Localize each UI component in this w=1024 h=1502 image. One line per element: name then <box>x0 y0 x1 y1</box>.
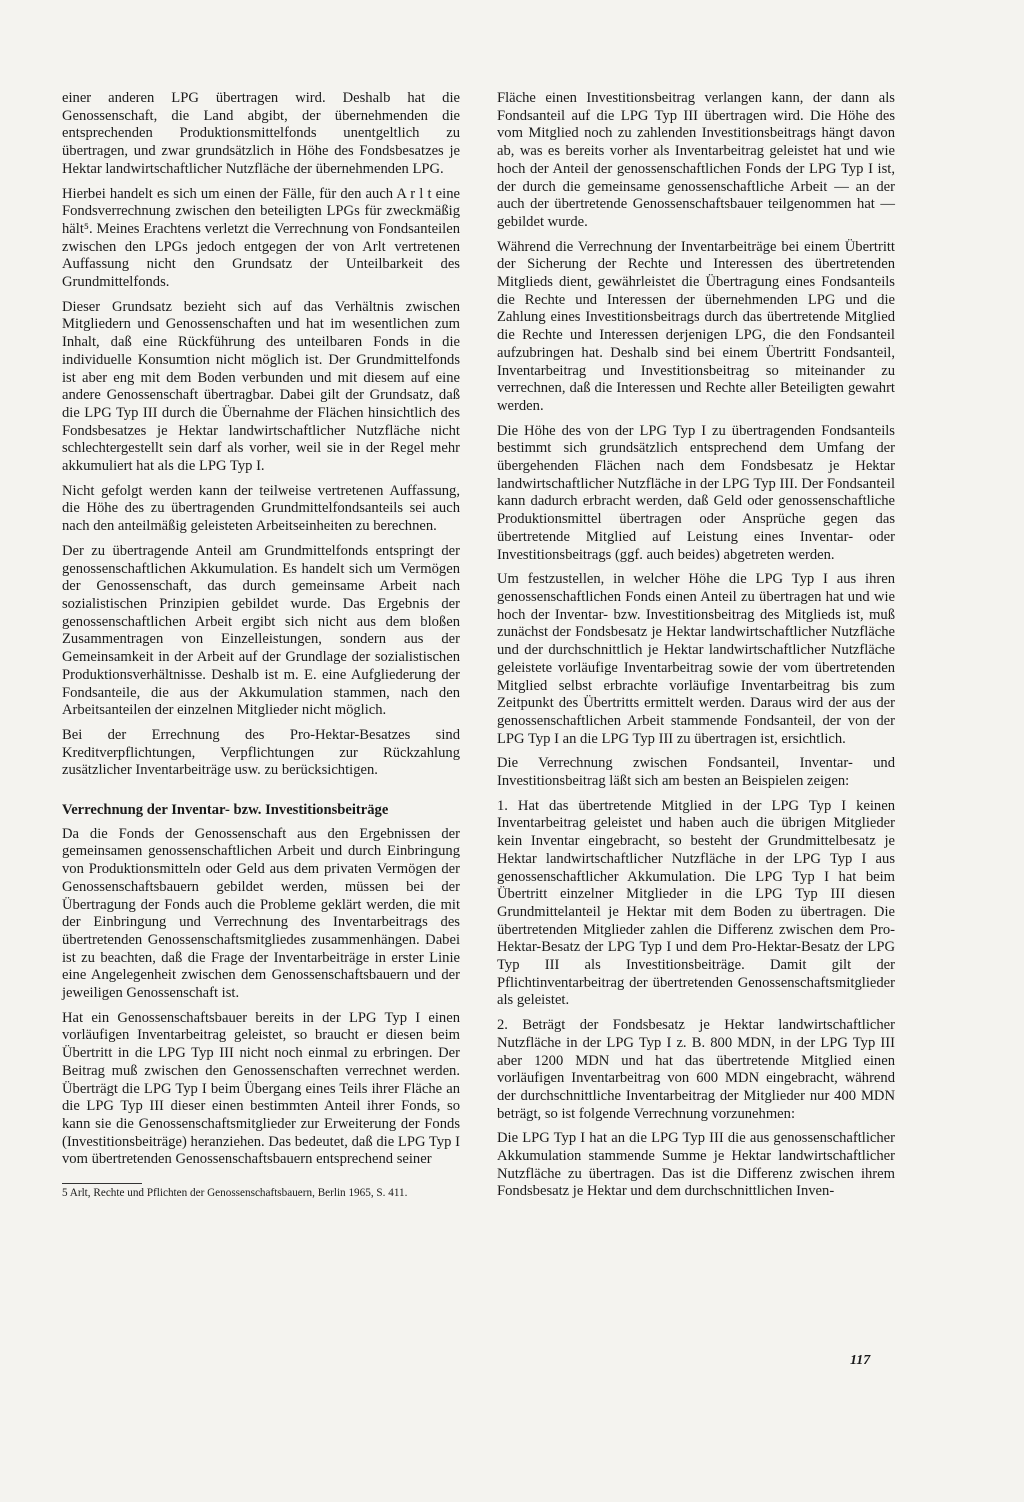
paragraph: einer anderen LPG übertragen wird. Deshalb hat die Genossenschaft, die Land abgibt, der übernehmenden die entsprechenden Produktionsmittelfonds unentgeltlich zu übertragen, und zwar grundsätzlich in Höhe des Fondsbesatzes je Hektar landwirtschaftlicher Nutzfläche der übernehmenden LPG. <box>62 90 460 177</box>
paragraph: Die Verrechnung zwischen Fondsanteil, Inventar- und Investitionsbeitrag läßt sich am besten an Beispielen zeigen: <box>497 755 895 790</box>
paragraph: Bei der Errechnung des Pro-Hektar-Besatzes sind Kreditverpflichtungen, Verpflichtungen zur Rückzahlung zusätzlicher Inventarbeiträge usw. zu berücksichtigen. <box>62 726 460 779</box>
paragraph: Während die Verrechnung der Inventarbeiträge bei einem Übertritt der Sicherung der Rechte und Interessen des übertretenden Mitglieds dient, gewährleistet die Übertragung eines Fondsanteils die Rechte und Interessen der übernehmenden LPG und die Zahlung eines Investitionsbeitrags durch das übertretende Mitglied die Rechte und Interessen derjenigen LPG, die den Fondsanteil aufzubringen hat. Deshalb sind bei einem Übertritt Fondsanteil, Inventarbeitrag und Investitionsbeitrag so miteinander zu verrechnen, daß die Interessen und Rechte aller Beteiligten gewahrt werden. <box>497 238 895 414</box>
paragraph: Die Höhe des von der LPG Typ I zu übertragenden Fondsanteils bestimmt sich grundsätzlich entsprechend dem Umfang der übergehenden Flächen nach dem Fondsbesatz je Hektar landwirtschaftlicher Nutzfläche in der LPG Typ III. Der Fondsanteil kann dadurch erbracht werden, daß Geld oder genossenschaftliche Produktionsmittel übertragen oder Ansprüche gegen das übertretende Mitglied auf Leistung eines Inventar- oder Investitionsbeitrags (ggf. auch beides) abgetreten werden. <box>497 422 895 563</box>
paragraph: 2. Beträgt der Fondsbesatz je Hektar landwirtschaftlicher Nutzfläche in der LPG Typ I z. B. 800 MDN, in der LPG Typ III aber 1200 MDN und hat das übertretende Mitglied einen vorläufigen Inventarbeitrag von 600 MDN eingebracht, während der durchschnittliche Inventarbeitrag der Mitglieder nur 400 MDN beträgt, so ist folgende Verrechnung vorzunehmen: <box>497 1017 895 1122</box>
paragraph: Nicht gefolgt werden kann der teilweise vertretenen Auffassung, die Höhe des zu übertragenden Grundmittelfondsanteils sei auch nach den anteilmäßig geleisteten Arbeitseinheiten zu berechnen. <box>62 482 460 535</box>
paragraph: Hierbei handelt es sich um einen der Fälle, für den auch A r l t eine Fondsverrechnung zwischen den beteiligten LPGs für zweckmäßig hält⁵. Meines Erachtens verletzt die Verrechnung von Fondsanteilen zwischen den LPGs jedoch entgegen der von Arlt vertretenen Auffassung nicht den Grundsatz der Unteilbarkeit des Grundmittelfonds. <box>62 185 460 291</box>
page-number: 117 <box>850 1353 871 1368</box>
paragraph: Hat ein Genossenschaftsbauer bereits in der LPG Typ I einen vorläufigen Inventarbeitrag geleistet, so braucht er diesen beim Übertritt in die LPG Typ III nicht noch einmal zu erbringen. Der Beitrag muß zwischen den Genossenschaften verrechnet werden. Überträgt die LPG Typ I beim Übergang eines Teils ihrer Fläche an die LPG Typ III dieser einen bestimmten Anteil ihrer Fonds, so kann sie die Genossenschaftsmitglieder zur Erweiterung der Fonds (Investitionsbeiträge) heranziehen. Das bedeutet, daß die LPG Typ I vom übertretenden Genossenschaftsbauern entsprechend seiner <box>62 1009 460 1168</box>
right-column <box>497 90 895 1208</box>
left-column <box>62 90 460 1201</box>
paragraph: Fläche einen Investitionsbeitrag verlangen kann, der dann als Fondsanteil auf die LPG Typ III übertragen wird. Die Höhe des vom Mitglied noch zu zahlenden Investitionsbeitrags hängt davon ab, was es bereits vorher als Inventarbeitrag geleistet hat und wie hoch der Anteil der genossenschaftlichen Fonds der LPG Typ I ist, der durch die gemeinsame genossenschaftliche Arbeit — an der auch der übertretende Genossenschaftsbauer teilgenommen hat — gebildet wurde. <box>497 90 895 230</box>
paragraph: Die LPG Typ I hat an die LPG Typ III die aus genossenschaftlicher Akkumulation stammende Summe je Hektar landwirtschaftlicher Nutzfläche zu übertragen. Das ist die Differenz zwischen ihrem Fondsbesatz je Hektar und dem durchschnittlichen Inven- <box>497 1130 895 1200</box>
footnote-divider <box>62 1183 142 1184</box>
paragraph: Dieser Grundsatz bezieht sich auf das Verhältnis zwischen Mitgliedern und Genossenschaften und hat im wesentlichen zum Inhalt, daß eine Rückführung des unteilbaren Fonds in die individuelle Konsumtion nicht möglich ist. Der Grundmittelfonds ist aber eng mit dem Boden verbunden und mit diesem auf eine andere Genossenschaft übertragbar. Dabei gilt der Grundsatz, daß die LPG Typ III durch die Übernahme der Flächen hinsichtlich des Fondsbesatzes je Hektar landwirtschaftlicher Nutzfläche nicht schlechtergestellt sein darf als vorher, weil sie in der Regel mehr akkumuliert hat als die LPG Typ I. <box>62 298 460 475</box>
paragraph: 1. Hat das übertretende Mitglied in der LPG Typ I keinen Inventarbeitrag geleistet und haben auch die übrigen Mitglieder kein Inventar eingebracht, so besteht der Grundmittelbesatz je Hektar landwirtschaftlicher Nutzfläche in der LPG Typ I aus genossenschaftlicher Akkumulation. Die LPG Typ I hat beim Übertritt einzelner Mitglieder in die LPG Typ III diesen Grundmittelanteil je Hektar mit dem Boden zu übertragen. Die übertretenden Mitglieder zahlen die Differenz zwischen dem Pro-Hektar-Besatz der LPG Typ I und dem Pro-Hektar-Besatz der LPG Typ III als Investitionsbeiträge. Damit gilt der Pflichtinventarbeitrag der übertretenden Genossenschaftsmitglieder als geleistet. <box>497 797 895 1009</box>
footnote: 5 Arlt, Rechte und Pflichten der Genossenschaftsbauern, Berlin 1965, S. 411. <box>62 1187 408 1200</box>
paragraph: Der zu übertragende Anteil am Grundmittelfonds entspringt der genossenschaftlichen Akkumulation. Es handelt sich um Vermögen der Genossenschaft, das durch gemeinsame Arbeit nach sozialistischen Prinzipien gebildet wurde. Das Ergebnis der genossenschaftlichen Arbeit ergibt sich nicht aus dem bloßen Zusammentragen von Einzelleistungen, sondern aus der Gemeinsamkeit in der Arbeit auf der Grundlage der sozialistischen Produktionsverhältnisse. Deshalb ist m. E. eine Aufgliederung der Fondsanteile, die aus der Akkumulation stammen, nach den Arbeitsanteilen der einzelnen Mitglieder nicht möglich. <box>62 542 460 719</box>
section-heading: Verrechnung der Inventar- bzw. Investitionsbeiträge <box>62 802 389 819</box>
paragraph: Um festzustellen, in welcher Höhe die LPG Typ I aus ihren genossenschaftlichen Fonds einen Anteil zu übertragen hat und wie hoch der Inventar- bzw. Investitionsbeitrag des Mitglieds ist, muß zunächst der Fondsbesatz je Hektar landwirtschaftlicher Nutzfläche und der durchschnittlich je Hektar landwirtschaftlicher Nutzfläche geleistete vorläufige Inventarbeitrag sowie der vom übertretenden Mitglied selbst erbrachte vorläufige Inventarbeitrag bis zum Zeitpunkt des Übertritts ermittelt werden. Daraus wird der aus der genossenschaftlichen Arbeit stammende Fondsanteil, der von der LPG Typ I an die LPG Typ III zu übertragen ist, ersichtlich. <box>497 571 895 747</box>
paragraph: Da die Fonds der Genossenschaft aus den Ergebnissen der gemeinsamen genossenschaftlichen Arbeit und durch Einbringung von Produktionsmitteln oder Geld aus dem privaten Vermögen der Genossenschaftsbauern gebildet werden, müssen bei der Übertragung der Fonds auch die Probleme geklärt werden, die mit der Einbringung und Verrechnung des Inventarbeitrags des übertretenden Genossenschaftsmitgliedes zusammenhängen. Dabei ist zu beachten, daß die Frage der Inventarbeiträge in erster Linie eine Angelegenheit zwischen dem Genossenschaftsbauern und der jeweiligen Genossenschaft ist. <box>62 825 460 1002</box>
